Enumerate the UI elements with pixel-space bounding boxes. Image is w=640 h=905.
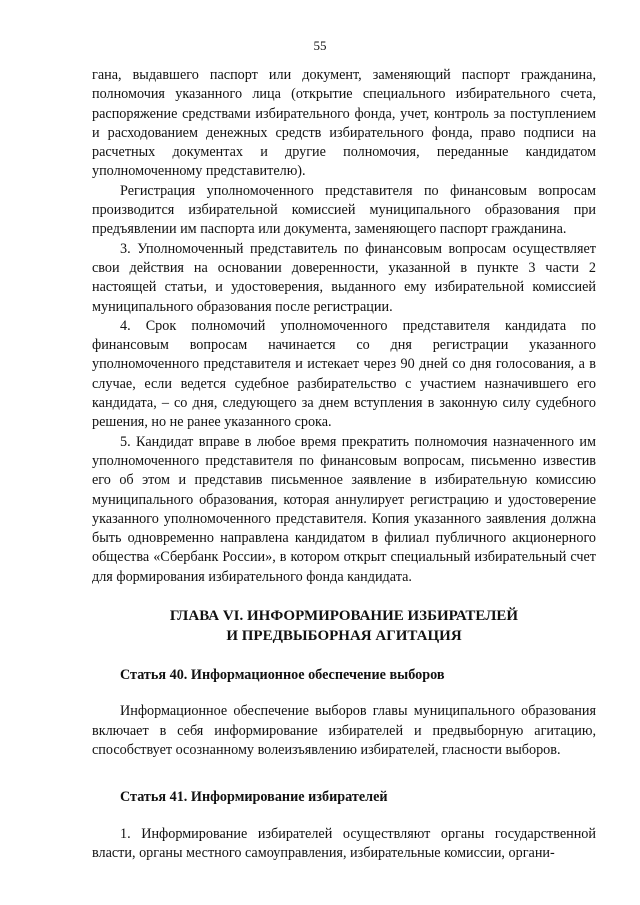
chapter-heading-line-1: ГЛАВА VI. ИНФОРМИРОВАНИЕ ИЗБИРАТЕЛЕЙ [169, 608, 519, 625]
chapter-heading [92, 606, 596, 646]
article-41-title: Статья 41. Информирование избирателей [120, 789, 388, 806]
paragraph-item-4: 4. Срок полномочий уполномоченного представителя кандидата по финансовым вопросам начинается со дня регистрации указанного уполномоченного представителя и истекает через 90 дней со дня голосования, а в случае, если ведется судебное разбирательство с участием назначившего его кандидата, – со дня, следующего за днем вступления в законную силу судебного решения, но не ранее указанного срока. [92, 317, 596, 431]
paragraph-item-3: 3. Уполномоченный представитель по финансовым вопросам осуществляет свои действия на основании доверенности, указанной в пункте 3 части 2 настоящей статьи, и удостоверения, выданного ему избирательной комиссией муниципального образования после регистрации. [92, 240, 596, 315]
paragraph-registration: Регистрация уполномоченного представителя по финансовым вопросам производится избирательной комиссией муниципального образования при предъявлении им паспорта или документа, заменяющего паспорт гражданина. [92, 182, 596, 238]
article-41-text: 1. Информирование избирателей осуществляют органы государственной власти, органы местного самоуправления, избирательные комиссии, органи- [92, 825, 596, 861]
paragraph-item-5: 5. Кандидат вправе в любое время прекратить полномочия назначенного им уполномоченного представителя по финансовым вопросам, письменно известив его об этом и представив письменное заявление в избирательную комиссию муниципального образования, которая аннулирует регистрацию и удостоверение указанного уполномоченного представителя. Копия указанного заявления должна быть одновременно направлена кандидатом в филиал публичного акционерного общества «Сбербанк России», в котором открыт специальный избирательный счет для формирования избирательного фонда кандидата. [92, 433, 596, 585]
chapter-heading-line-2: И ПРЕДВЫБОРНАЯ АГИТАЦИЯ [226, 628, 462, 645]
article-40-text: Информационное обеспечение выборов главы муниципального образования включает в себя информирование избирателей и предвыборную агитацию, способствует осознанному волеизъявлению избирателей, гласности выборов. [92, 703, 596, 758]
page-number: 55 [313, 38, 327, 53]
paragraph-continuation: гана, выдавшего паспорт или документ, заменяющий паспорт гражданина, полномочия указанного лица (открытие специального избирательного счета, распоряжение средствами избирательного фонда, учет, контроль за поступлением и расходованием денежных средств избирательного фонда, право подписи на расчетных документах и другие полномочия, переданные кандидатом уполномоченному представителю). [92, 67, 596, 180]
article-40-title: Статья 40. Информационное обеспечение выборов [120, 667, 445, 684]
page-content [92, 66, 596, 863]
